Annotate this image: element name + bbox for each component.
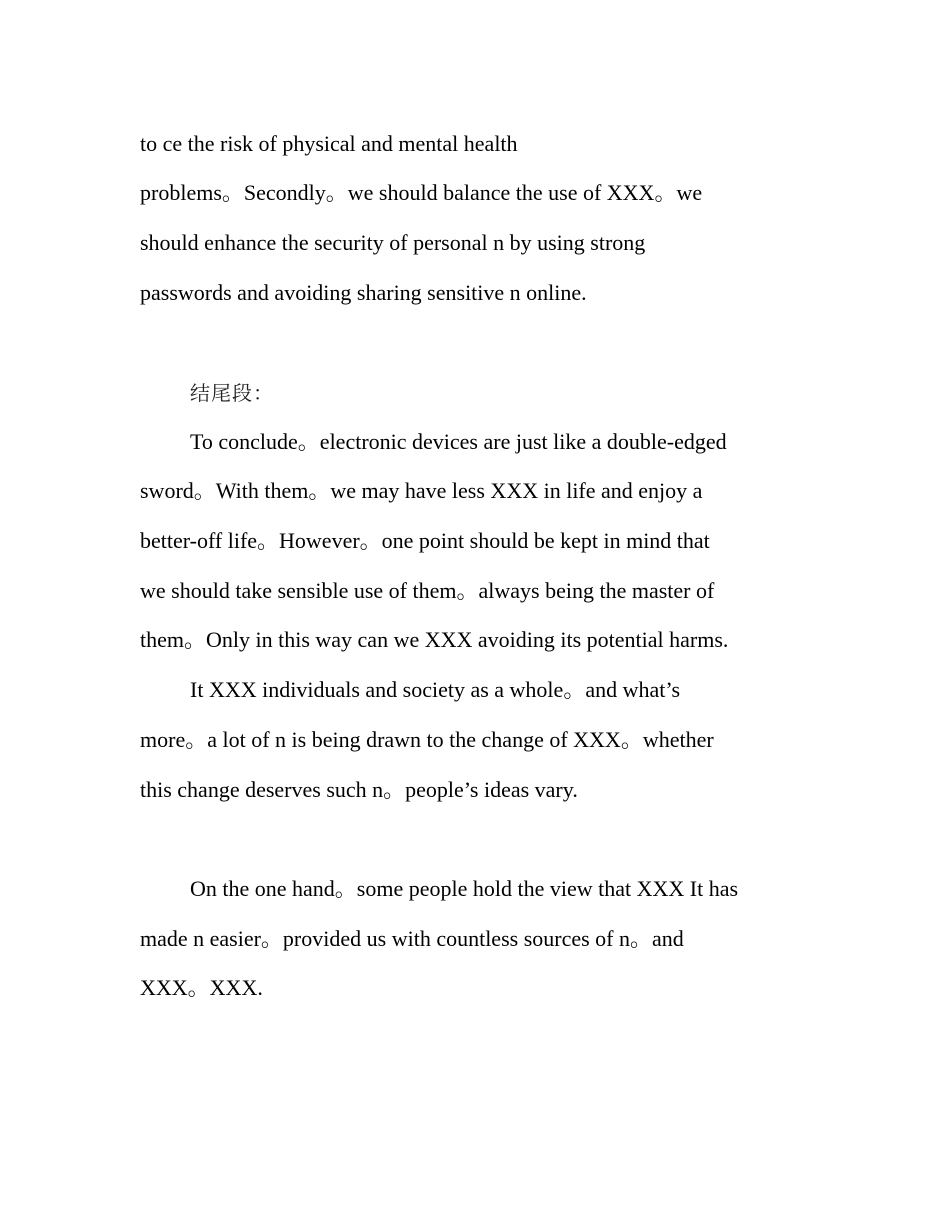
text-line: we should take sensible use of them。always being the master of: [140, 578, 715, 603]
text-line: To conclude。electronic devices are just like a double-edged: [190, 429, 727, 454]
text-line: sword。With them。we may have less XXX in life and enjoy a: [140, 478, 703, 503]
text-line: them。Only in this way can we XXX avoiding its potential harms.: [140, 627, 729, 652]
text-line: made n easier。provided us with countless sources of n。and: [140, 926, 684, 951]
text-line: this change deserves such n。people’s ideas vary.: [140, 777, 578, 802]
text-line: On the one hand。some people hold the view that XXX It has: [190, 876, 739, 901]
text-line: should enhance the security of personal n by using strong: [140, 230, 646, 255]
section-heading: 结尾段：: [190, 381, 274, 405]
text-line: passwords and avoiding sharing sensitive n online.: [140, 280, 587, 305]
text-line: more。a lot of n is being drawn to the change of XXX。whether: [140, 727, 714, 752]
text-line: better-off life。However。one point should be kept in mind that: [140, 528, 710, 553]
text-line: XXX。XXX.: [140, 975, 263, 1000]
text-line: It XXX individuals and society as a whole。and what’s: [190, 677, 681, 702]
text-line: problems。Secondly。we should balance the use of XXX。we: [140, 180, 703, 205]
text-line: to ce the risk of physical and mental health: [140, 131, 518, 156]
